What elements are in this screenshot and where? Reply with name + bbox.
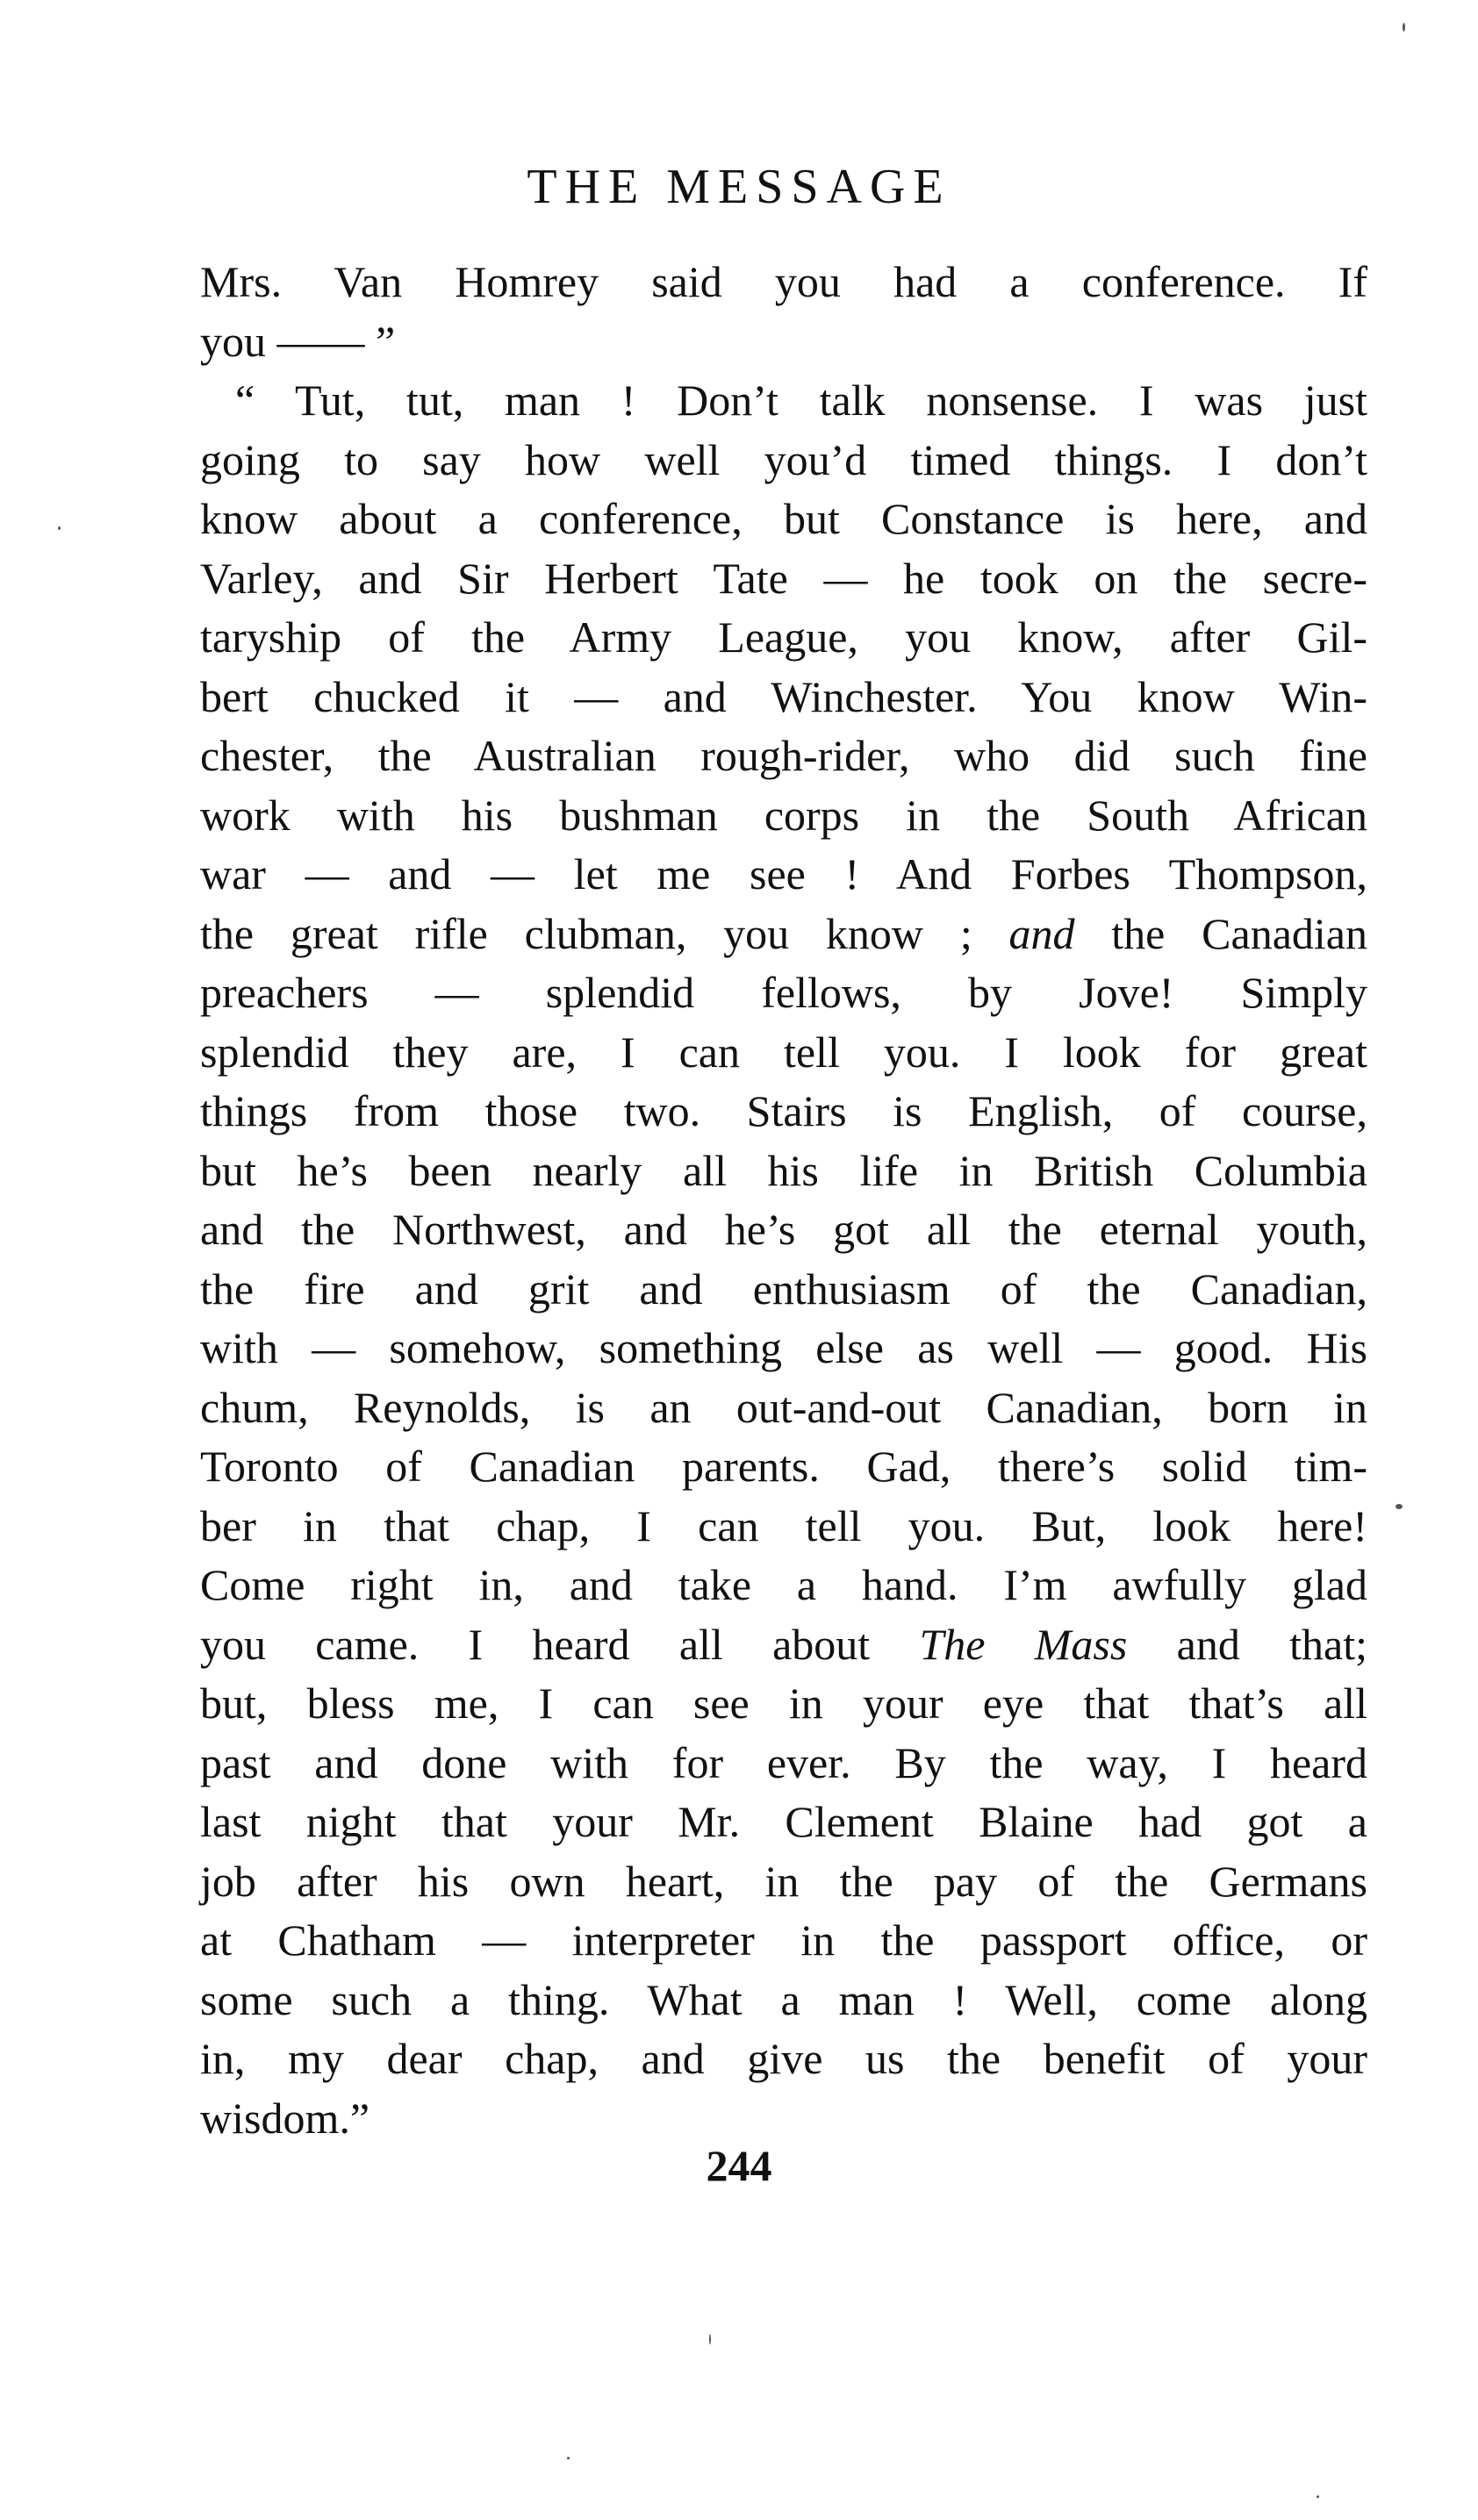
text-line: Toronto of Canadian parents. Gad, there’s solid tim- [200, 1442, 1367, 1491]
scan-speck [1403, 23, 1405, 32]
text-line: you came. I heard all about The Mass and that; [200, 1619, 1368, 1669]
text-line: and the Northwest, and he’s got all the eternal youth, [200, 1205, 1367, 1254]
text-line: in, my dear chap, and give us the benefit of your [200, 2034, 1367, 2083]
text-line: splendid they are, I can tell you. I look for great [200, 1027, 1367, 1077]
text-line: things from those two. Stairs is English, of course, [200, 1086, 1367, 1135]
text-line: you —— ” [200, 316, 396, 366]
scan-speck [1317, 2495, 1319, 2498]
text-line: the great rifle clubman, you know ; and the Canadian [200, 908, 1367, 958]
scan-speck [1395, 1504, 1403, 1509]
text-line: chester, the Australian rough-rider, who did such fine [200, 731, 1367, 780]
text-line: chum, Reynolds, is an out-and-out Canadian, born in [200, 1382, 1367, 1432]
text-line: wisdom.” [200, 2093, 370, 2143]
scan-speck [567, 2457, 570, 2459]
text-line: “ Tut, tut, man ! Don’t talk nonsense. I was just [235, 376, 1367, 425]
scan-speck [709, 2334, 711, 2345]
text-line: Come right in, and take a hand. I’m awfully glad [200, 1560, 1367, 1609]
text-line: past and done with for ever. By the way, I heard [200, 1737, 1367, 1787]
text-line: but he’s been nearly all his life in British Columbia [200, 1145, 1367, 1195]
italic-title: The Mass [919, 1619, 1128, 1669]
text-line: job after his own heart, in the pay of the Germans [200, 1856, 1367, 1906]
text-line: some such a thing. What a man ! Well, come along [200, 1974, 1367, 2024]
text-line: last night that your Mr. Clement Blaine had got a [200, 1797, 1367, 1846]
text-line: with — somehow, something else as well — good. His [200, 1323, 1367, 1372]
text-line: at Chatham — interpreter in the passport office, or [200, 1915, 1367, 1965]
body-text [200, 253, 1367, 2148]
page-number: 244 [706, 2141, 772, 2190]
text-line: work with his bushman corps in the South African [200, 790, 1367, 840]
text-line: the fire and grit and enthusiasm of the Canadian, [200, 1264, 1367, 1314]
text-line: taryship of the Army League, you know, after Gil- [200, 612, 1367, 662]
text-line: ber in that chap, I can tell you. But, look here! [200, 1500, 1367, 1550]
italic-word: and [1008, 908, 1075, 958]
text-line: bert chucked it — and Winchester. You know Win- [200, 671, 1367, 721]
text-line: but, bless me, I can see in your eye that that’s all [200, 1679, 1367, 1728]
scan-speck [58, 526, 61, 530]
text-line: going to say how well you’d timed things. I don’t [200, 434, 1367, 484]
text-line: Varley, and Sir Herbert Tate — he took on the secre- [200, 553, 1367, 603]
running-head: THE MESSAGE [527, 160, 951, 214]
text-line: know about a conference, but Constance is here, and [200, 494, 1367, 543]
text-line: Mrs. Van Homrey said you had a conference. If [200, 257, 1367, 306]
text-line: war — and — let me see ! And Forbes Thompson, [200, 849, 1367, 898]
text-line: preachers — splendid fellows, by Jove! Simply [200, 968, 1367, 1017]
